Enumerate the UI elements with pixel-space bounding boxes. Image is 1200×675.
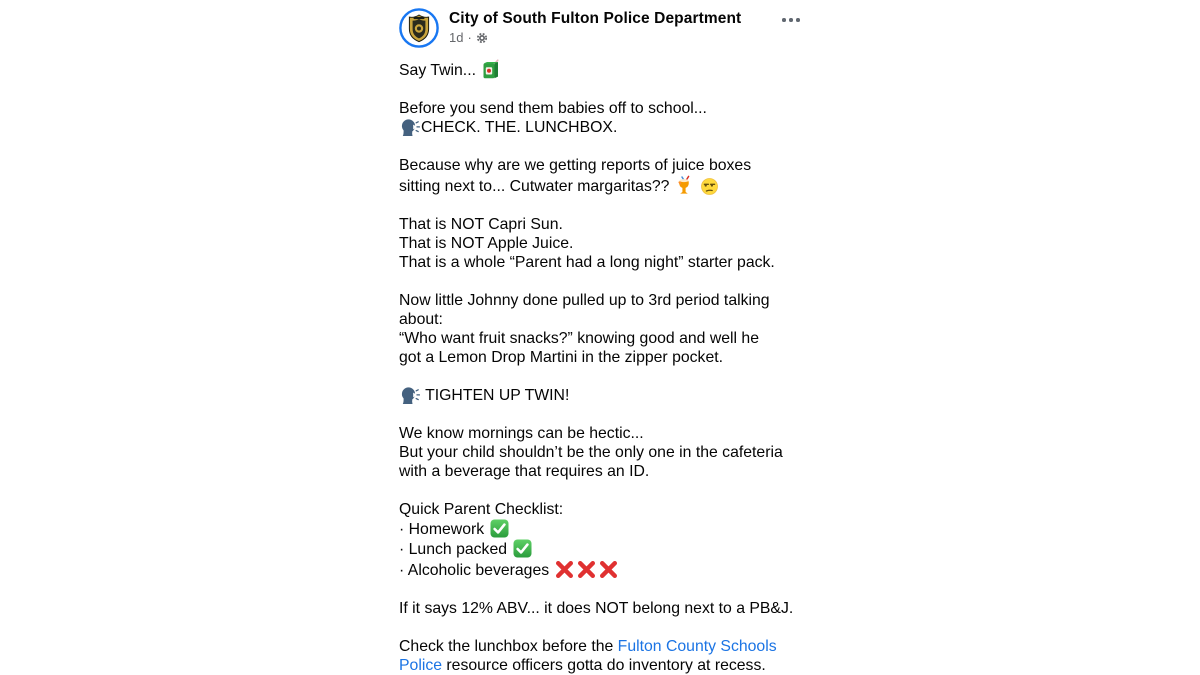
text-segment: That is NOT Capri Sun.	[399, 216, 563, 233]
post-meta	[449, 30, 741, 46]
text-segment: If it says 12% ABV... it does NOT belong next to a PB&J.	[399, 600, 794, 617]
post-text-line	[399, 599, 803, 618]
privacy-gear-icon	[476, 32, 488, 44]
post-text-line	[399, 118, 803, 137]
page-name-link[interactable]: City of South Fulton Police Department	[449, 10, 742, 27]
post-text-line	[399, 656, 803, 675]
text-segment: But your child shouldn’t be the only one in the cafeteria	[399, 444, 783, 461]
post-header	[399, 8, 803, 48]
post-timestamp[interactable]: 1d	[449, 30, 464, 45]
post-text-line	[399, 443, 803, 462]
ellipsis-dot	[796, 18, 800, 22]
text-segment: with a beverage that requires an ID.	[399, 463, 650, 480]
ellipsis-dot	[789, 18, 793, 22]
post-text-line	[399, 137, 803, 156]
post-text-line	[399, 253, 803, 272]
cross-mark-emoji	[576, 559, 597, 580]
more-options-button[interactable]	[779, 13, 803, 27]
post-header-text	[449, 8, 741, 46]
post-text-line	[399, 462, 803, 481]
ellipsis-dot	[782, 18, 786, 22]
text-segment: We know mornings can be hectic...	[399, 425, 644, 442]
post-text-line	[399, 481, 803, 500]
speaking-head-emoji	[401, 386, 420, 404]
post-text-line	[399, 618, 803, 637]
police-badge-avatar-icon	[399, 35, 439, 52]
post-text-line	[399, 215, 803, 234]
post-text-line	[399, 637, 803, 656]
text-segment	[695, 178, 699, 195]
post-text-line	[399, 519, 803, 539]
text-segment: resource officers gotta do inventory at recess.	[442, 657, 766, 674]
text-segment: Check the lunchbox before the	[399, 638, 618, 655]
text-segment: about:	[399, 311, 443, 328]
text-segment: · Homework	[399, 521, 489, 538]
fulton-county-schools-police-link[interactable]: Police	[399, 657, 443, 674]
post-text-line	[399, 291, 803, 310]
facebook-post	[399, 8, 803, 675]
check-mark-emoji	[490, 519, 509, 538]
post-body	[399, 59, 803, 675]
tropical-drink-emoji	[675, 175, 693, 195]
post-text-line	[399, 196, 803, 215]
post-text-line	[399, 405, 803, 424]
post-text-line	[399, 559, 803, 580]
unamused-face-emoji	[701, 178, 718, 195]
cross-mark-emoji	[554, 559, 575, 580]
post-text-line	[399, 367, 803, 386]
text-segment: sitting next to... Cutwater margaritas??	[399, 178, 674, 195]
post-text-line	[399, 348, 803, 367]
text-segment: Say Twin...	[399, 62, 481, 79]
text-segment: “Who want fruit snacks?” knowing good and well he	[399, 330, 760, 347]
meta-separator: ·	[467, 30, 472, 45]
post-text-line	[399, 99, 803, 118]
post-text-line	[399, 234, 803, 253]
post-text-line	[399, 539, 803, 559]
post-text-line	[399, 272, 803, 291]
text-segment: · Alcoholic beverages	[399, 562, 554, 579]
text-segment: Because why are we getting reports of juice boxes	[399, 157, 752, 174]
juice-box-emoji	[482, 59, 500, 79]
fulton-county-schools-police-link[interactable]: Fulton County Schools	[617, 638, 777, 655]
text-segment: got a Lemon Drop Martini in the zipper pocket.	[399, 349, 724, 366]
post-text-line	[399, 329, 803, 348]
check-mark-emoji	[513, 539, 532, 558]
text-segment: Now little Johnny done pulled up to 3rd period talking	[399, 292, 770, 309]
text-segment: Quick Parent Checklist:	[399, 501, 564, 518]
text-segment: · Lunch packed	[399, 541, 512, 558]
text-segment: CHECK. THE. LUNCHBOX.	[421, 119, 618, 136]
post-text-line	[399, 156, 803, 175]
post-text-line	[399, 80, 803, 99]
text-segment: That is a whole “Parent had a long night” starter pack.	[399, 254, 775, 271]
cross-mark-emoji	[598, 559, 619, 580]
post-text-line	[399, 59, 803, 80]
post-text-line	[399, 175, 803, 196]
text-segment: That is NOT Apple Juice.	[399, 235, 574, 252]
post-text-line	[399, 580, 803, 599]
page-avatar[interactable]	[399, 8, 439, 48]
post-text-line	[399, 500, 803, 519]
speaking-head-emoji	[401, 118, 420, 136]
post-text-line	[399, 386, 803, 405]
post-text-line	[399, 310, 803, 329]
text-segment: TIGHTEN UP TWIN!	[421, 387, 570, 404]
post-text-line	[399, 424, 803, 443]
text-segment: Before you send them babies off to school...	[399, 100, 707, 117]
